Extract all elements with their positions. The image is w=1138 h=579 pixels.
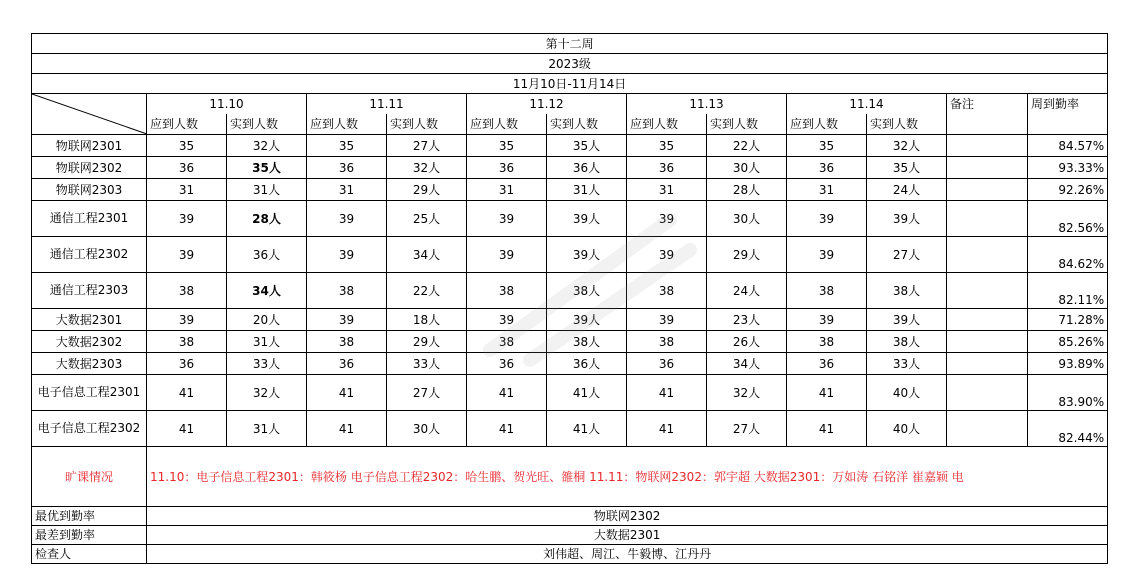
actual-cell: 23人 — [707, 309, 787, 331]
expected-cell: 39 — [147, 309, 227, 331]
table-row — [32, 157, 1108, 179]
expected-header: 应到人数 — [307, 114, 387, 135]
expected-cell: 35 — [467, 135, 547, 157]
expected-cell: 35 — [627, 135, 707, 157]
date-header: 11.13 — [627, 94, 787, 115]
actual-header: 实到人数 — [707, 114, 787, 135]
remark-cell — [947, 331, 1028, 353]
actual-cell: 33人 — [227, 353, 307, 375]
expected-cell: 35 — [147, 135, 227, 157]
expected-cell: 38 — [147, 273, 227, 309]
actual-cell: 28人 — [707, 179, 787, 201]
expected-cell: 36 — [467, 157, 547, 179]
actual-cell: 38人 — [867, 331, 947, 353]
actual-cell: 38人 — [547, 273, 627, 309]
remark-header-blank — [947, 114, 1028, 135]
expected-cell: 38 — [307, 331, 387, 353]
class-name-cell: 大数据2303 — [32, 353, 147, 375]
rate-header-blank — [1028, 114, 1108, 135]
actual-cell: 33人 — [387, 353, 467, 375]
class-name-cell: 电子信息工程2302 — [32, 411, 147, 447]
actual-cell: 38人 — [547, 331, 627, 353]
expected-header: 应到人数 — [627, 114, 707, 135]
best-attendance-value: 物联网2302 — [147, 507, 1108, 526]
actual-cell: 34人 — [707, 353, 787, 375]
expected-cell: 36 — [627, 157, 707, 179]
actual-cell: 27人 — [707, 411, 787, 447]
rate-cell: 84.57% — [1028, 135, 1108, 157]
expected-cell: 36 — [147, 157, 227, 179]
class-name-cell: 大数据2301 — [32, 309, 147, 331]
actual-cell: 39人 — [547, 237, 627, 273]
expected-cell: 41 — [307, 411, 387, 447]
inspector-label: 检查人 — [32, 545, 147, 564]
actual-cell: 28人 — [227, 201, 307, 237]
class-name-cell: 大数据2302 — [32, 331, 147, 353]
rate-cell: 71.28% — [1028, 309, 1108, 331]
inspector-row — [32, 545, 1108, 564]
actual-cell: 32人 — [867, 135, 947, 157]
table-row — [32, 331, 1108, 353]
actual-cell: 22人 — [707, 135, 787, 157]
actual-cell: 35人 — [547, 135, 627, 157]
expected-cell: 36 — [787, 157, 867, 179]
expected-cell: 38 — [467, 331, 547, 353]
worst-attendance-label: 最差到勤率 — [32, 526, 147, 545]
actual-cell: 29人 — [707, 237, 787, 273]
actual-cell: 24人 — [707, 273, 787, 309]
class-name-cell: 通信工程2303 — [32, 273, 147, 309]
actual-cell: 27人 — [387, 135, 467, 157]
actual-header: 实到人数 — [547, 114, 627, 135]
expected-cell: 36 — [787, 353, 867, 375]
actual-header: 实到人数 — [227, 114, 307, 135]
expected-cell: 38 — [787, 331, 867, 353]
actual-cell: 32人 — [227, 375, 307, 411]
table-row — [32, 135, 1108, 157]
remark-cell — [947, 309, 1028, 331]
actual-cell: 25人 — [387, 201, 467, 237]
best-attendance-row — [32, 507, 1108, 526]
expected-cell: 41 — [627, 411, 707, 447]
table-row — [32, 179, 1108, 201]
actual-cell: 26人 — [707, 331, 787, 353]
actual-cell: 31人 — [227, 179, 307, 201]
actual-cell: 38人 — [867, 273, 947, 309]
actual-cell: 30人 — [387, 411, 467, 447]
table-row — [32, 309, 1108, 331]
expected-cell: 38 — [627, 331, 707, 353]
actual-cell: 36人 — [547, 157, 627, 179]
actual-cell: 36人 — [227, 237, 307, 273]
rate-cell: 82.56% — [1028, 201, 1108, 237]
class-name-cell: 物联网2301 — [32, 135, 147, 157]
date-header: 11.12 — [467, 94, 627, 115]
expected-cell: 36 — [307, 353, 387, 375]
actual-cell: 32人 — [227, 135, 307, 157]
expected-cell: 31 — [787, 179, 867, 201]
expected-cell: 41 — [147, 375, 227, 411]
actual-cell: 41人 — [547, 375, 627, 411]
actual-cell: 39人 — [867, 309, 947, 331]
absence-row — [32, 447, 1108, 507]
rate-cell: 83.90% — [1028, 375, 1108, 411]
expected-header: 应到人数 — [147, 114, 227, 135]
expected-header: 应到人数 — [467, 114, 547, 135]
rate-header: 周到勤率 — [1028, 94, 1108, 115]
actual-cell: 35人 — [227, 157, 307, 179]
expected-cell: 39 — [307, 309, 387, 331]
rate-cell: 82.11% — [1028, 273, 1108, 309]
rate-cell: 84.62% — [1028, 237, 1108, 273]
absence-text: 11.10：电子信息工程2301：韩筱杨 电子信息工程2302：哈生鹏、贺光旺、雒桐 11.11：物联网2302：郭宇超 大数据2301：万如涛 石铭洋 崔嘉颖 电 — [147, 447, 1108, 507]
remark-cell — [947, 353, 1028, 375]
expected-cell: 36 — [627, 353, 707, 375]
expected-cell: 31 — [307, 179, 387, 201]
rate-cell: 92.26% — [1028, 179, 1108, 201]
table-row — [32, 273, 1108, 309]
actual-header: 实到人数 — [867, 114, 947, 135]
expected-cell: 41 — [787, 411, 867, 447]
remark-cell — [947, 411, 1028, 447]
remark-cell — [947, 237, 1028, 273]
remark-cell — [947, 179, 1028, 201]
expected-cell: 39 — [627, 309, 707, 331]
expected-cell: 39 — [147, 201, 227, 237]
class-name-cell: 电子信息工程2301 — [32, 375, 147, 411]
remark-cell — [947, 273, 1028, 309]
diagonal-header-cell — [32, 94, 147, 135]
best-attendance-label: 最优到勤率 — [32, 507, 147, 526]
date-header: 11.14 — [787, 94, 947, 115]
inspector-value: 刘伟超、周江、牛毅博、江丹丹 — [147, 545, 1108, 564]
actual-cell: 27人 — [867, 237, 947, 273]
actual-cell: 32人 — [707, 375, 787, 411]
expected-cell: 41 — [147, 411, 227, 447]
actual-cell: 29人 — [387, 179, 467, 201]
expected-cell: 39 — [467, 201, 547, 237]
expected-cell: 39 — [307, 237, 387, 273]
diagonal-line — [32, 94, 147, 134]
expected-cell: 31 — [467, 179, 547, 201]
class-name-cell: 物联网2302 — [32, 157, 147, 179]
date-header: 11.10 — [147, 94, 307, 115]
expected-cell: 38 — [467, 273, 547, 309]
actual-cell: 27人 — [387, 375, 467, 411]
actual-cell: 32人 — [387, 157, 467, 179]
rate-cell: 93.33% — [1028, 157, 1108, 179]
expected-cell: 39 — [787, 237, 867, 273]
week-title: 第十二周 — [32, 34, 1108, 54]
actual-header: 实到人数 — [387, 114, 467, 135]
actual-cell: 30人 — [707, 157, 787, 179]
table-row — [32, 375, 1108, 411]
actual-cell: 22人 — [387, 273, 467, 309]
actual-cell: 29人 — [387, 331, 467, 353]
actual-cell: 33人 — [867, 353, 947, 375]
class-name-cell: 通信工程2302 — [32, 237, 147, 273]
expected-cell: 39 — [467, 309, 547, 331]
expected-cell: 41 — [467, 411, 547, 447]
table-row — [32, 201, 1108, 237]
worst-attendance-row — [32, 526, 1108, 545]
remark-cell — [947, 157, 1028, 179]
expected-cell: 35 — [307, 135, 387, 157]
actual-cell: 39人 — [867, 201, 947, 237]
date-range: 11月10日-11月14日 — [32, 74, 1108, 94]
expected-cell: 35 — [787, 135, 867, 157]
actual-cell: 39人 — [547, 309, 627, 331]
expected-cell: 39 — [787, 201, 867, 237]
expected-cell: 41 — [627, 375, 707, 411]
expected-cell: 39 — [787, 309, 867, 331]
rate-cell: 85.26% — [1028, 331, 1108, 353]
worst-attendance-value: 大数据2301 — [147, 526, 1108, 545]
actual-cell: 39人 — [547, 201, 627, 237]
expected-cell: 39 — [307, 201, 387, 237]
actual-cell: 35人 — [867, 157, 947, 179]
expected-cell: 39 — [147, 237, 227, 273]
class-name-cell: 通信工程2301 — [32, 201, 147, 237]
actual-cell: 24人 — [867, 179, 947, 201]
expected-header: 应到人数 — [787, 114, 867, 135]
expected-cell: 31 — [627, 179, 707, 201]
actual-cell: 40人 — [867, 411, 947, 447]
expected-cell: 41 — [787, 375, 867, 411]
actual-cell: 36人 — [547, 353, 627, 375]
actual-cell: 34人 — [387, 237, 467, 273]
expected-cell: 38 — [307, 273, 387, 309]
actual-cell: 34人 — [227, 273, 307, 309]
expected-cell: 36 — [147, 353, 227, 375]
class-name-cell: 物联网2303 — [32, 179, 147, 201]
actual-cell: 20人 — [227, 309, 307, 331]
actual-cell: 31人 — [227, 411, 307, 447]
expected-cell: 36 — [307, 157, 387, 179]
table-row — [32, 353, 1108, 375]
expected-cell: 39 — [627, 237, 707, 273]
remark-cell — [947, 375, 1028, 411]
expected-cell: 41 — [307, 375, 387, 411]
table-row — [32, 237, 1108, 273]
grade-title: 2023级 — [32, 54, 1108, 74]
expected-cell: 36 — [467, 353, 547, 375]
expected-cell: 38 — [627, 273, 707, 309]
actual-cell: 31人 — [547, 179, 627, 201]
rate-cell: 93.89% — [1028, 353, 1108, 375]
attendance-table — [31, 33, 1108, 564]
actual-cell: 31人 — [227, 331, 307, 353]
expected-cell: 31 — [147, 179, 227, 201]
actual-cell: 30人 — [707, 201, 787, 237]
date-header: 11.11 — [307, 94, 467, 115]
expected-cell: 38 — [147, 331, 227, 353]
rate-cell: 82.44% — [1028, 411, 1108, 447]
actual-cell: 41人 — [547, 411, 627, 447]
expected-cell: 38 — [787, 273, 867, 309]
expected-cell: 39 — [467, 237, 547, 273]
actual-cell: 18人 — [387, 309, 467, 331]
remark-header: 备注 — [947, 94, 1028, 115]
remark-cell — [947, 201, 1028, 237]
remark-cell — [947, 135, 1028, 157]
expected-cell: 41 — [467, 375, 547, 411]
expected-cell: 39 — [627, 201, 707, 237]
absence-label: 旷课情况 — [32, 447, 147, 507]
table-row — [32, 411, 1108, 447]
actual-cell: 40人 — [867, 375, 947, 411]
